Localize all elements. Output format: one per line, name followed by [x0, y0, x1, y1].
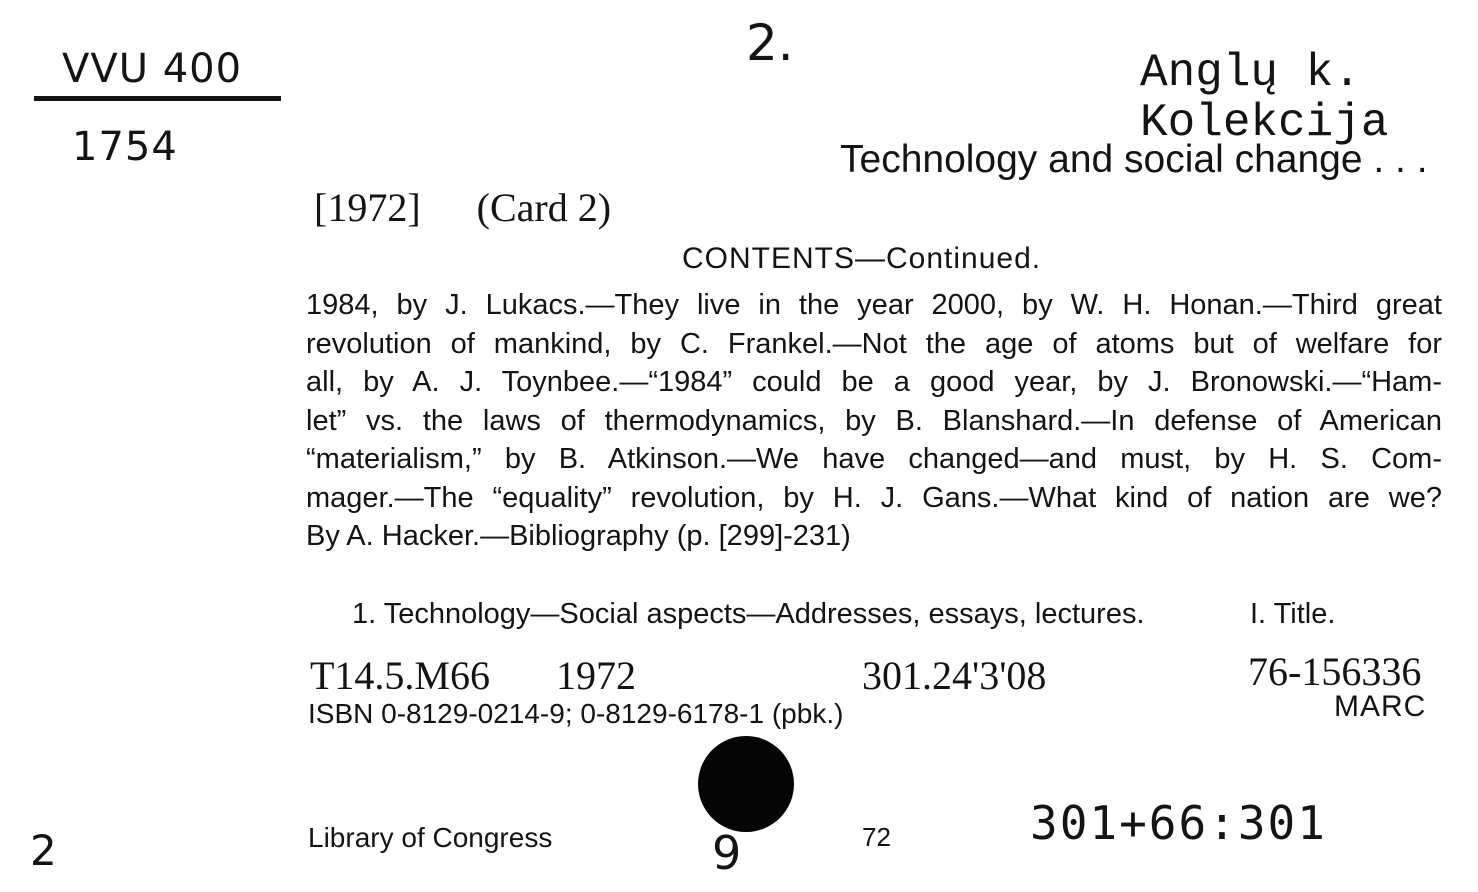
contents-heading: CONTENTS—Continued.	[682, 242, 1042, 275]
card-code: 72	[862, 822, 891, 852]
card-title: Technology and social change . . .	[840, 138, 1428, 181]
contents-line: By A. Hacker.—Bibliography (p. [299]-231)	[306, 520, 851, 552]
contents-line: mager.—The “equality” revolution, by H. J. Gans.—What kind of nation are we?	[306, 481, 1442, 514]
card-number: (Card 2)	[476, 185, 612, 230]
lc-year: 1972	[556, 653, 636, 698]
library-of-congress-label: Library of Congress	[308, 822, 553, 853]
handwritten-nine: 9	[712, 826, 742, 880]
contents-text	[306, 286, 1442, 556]
subject-headings: 1. Technology—Social aspects—Addresses, essays, lectures.	[352, 598, 1145, 630]
lc-classification: T14.5.M66	[310, 653, 490, 698]
contents-line: let” vs. the laws of thermodynamics, by B. Blanshard.—In defense of American	[306, 404, 1442, 437]
contents-line: all, by A. J. Toynbee.—“1984” could be a good year, by J. Bronowski.—“Ham-	[306, 366, 1442, 398]
marc-label: MARC	[1334, 690, 1427, 723]
contents-line: revolution of mankind, by C. Frankel.—Not the age of atoms but of welfare for	[306, 327, 1442, 360]
isbn-line: ISBN 0-8129-0214-9; 0-8129-6178-1 (pbk.)	[308, 698, 844, 729]
stamp-line-1: Anglų k.	[1140, 47, 1361, 99]
date-line	[314, 184, 611, 231]
contents-line: “materialism,” by B. Atkinson.—We have changed—and must, by H. S. Com-	[306, 443, 1442, 475]
punch-hole	[698, 736, 794, 832]
handwritten-udc-number: 301+66:301	[1030, 796, 1327, 850]
collection-stamp	[1140, 48, 1388, 148]
call-number-line-2: 1754	[72, 124, 178, 170]
dewey-number: 301.24'3'08	[862, 653, 1047, 698]
call-number-line-1: VVU 400	[62, 46, 243, 92]
handwritten-two: 2	[30, 826, 57, 875]
contents-line: 1984, by J. Lukacs.—They live in the year 2000, by W. H. Honan.—Third great	[306, 289, 1442, 321]
handwritten-number: 2.	[746, 14, 794, 72]
publication-year: [1972]	[314, 185, 421, 230]
call-number-rule	[34, 96, 281, 101]
stamp-line-2: Kolekcija	[1140, 97, 1389, 149]
title-entry: I. Title.	[1250, 598, 1336, 630]
lccn-number: 76-156336	[1248, 649, 1422, 694]
